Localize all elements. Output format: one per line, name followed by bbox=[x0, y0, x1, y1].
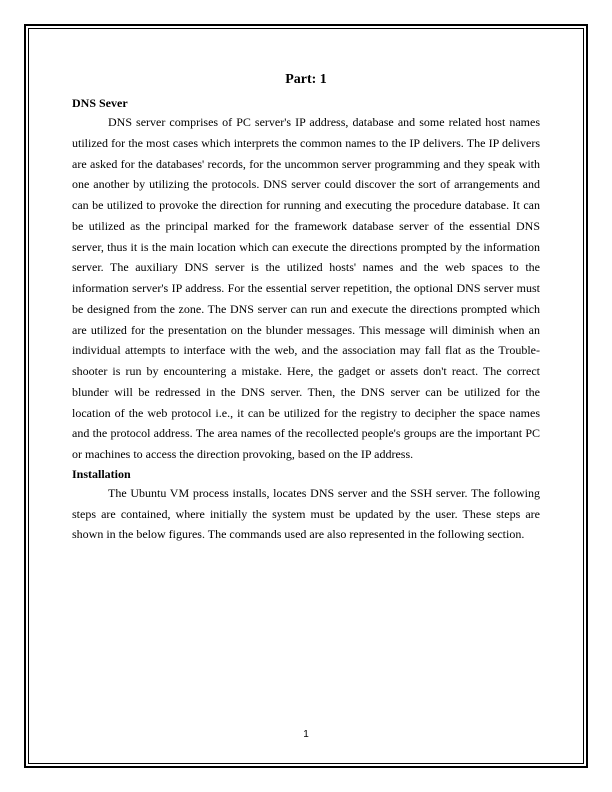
section-heading-installation: Installation bbox=[72, 466, 131, 481]
dns-server-paragraph: DNS server comprises of PC server's IP address, database and some related host names utilized for the most cases which interprets the common names to the IP delivers. The IP delivers are asked for the databases' records, for the uncommon server programming and they speak with one another by utilizing the protocols. DNS server could discover the sort of arrangements and can be utilized to provoke the direction for running and executing the procedure database. It can be utilized as the principal marked for the framework database server of the essential DNS server, thus it is the main location which can execute the directions prompted by the information server. The auxiliary DNS server is the utilized hosts' names and the web spaces to the information server's IP address. For the essential server repetition, the optional DNS server must be designed from the zone. The DNS server can run and execute the directions prompted which are utilized for the presentation on the blunder messages. This message will diminish when an individual attempts to interface with the web, and the association may fall flat as the Trouble-shooter is run by encountering a mistake. Here, the gadget or assets don't react. The correct blunder will be redressed in the DNS server. Then, the DNS server can be utilized for the location of the web protocol i.e., it can be utilized for the registry to decipher the space names and the protocol address. The area names of the recollected people's groups are the important PC or machines to access the direction provoking, based on the IP address. bbox=[72, 115, 540, 461]
installation-paragraph: The Ubuntu VM process installs, locates DNS server and the SSH server. The following steps are contained, where initially the system must be updated by the user. These steps are shown in the below figures. The commands used are also represented in the following section. bbox=[72, 485, 540, 542]
document-body bbox=[72, 70, 540, 545]
page-number: 1 bbox=[303, 729, 309, 740]
section-heading-dns-server: DNS Sever bbox=[72, 96, 128, 110]
part-title: Part: 1 bbox=[285, 72, 327, 87]
